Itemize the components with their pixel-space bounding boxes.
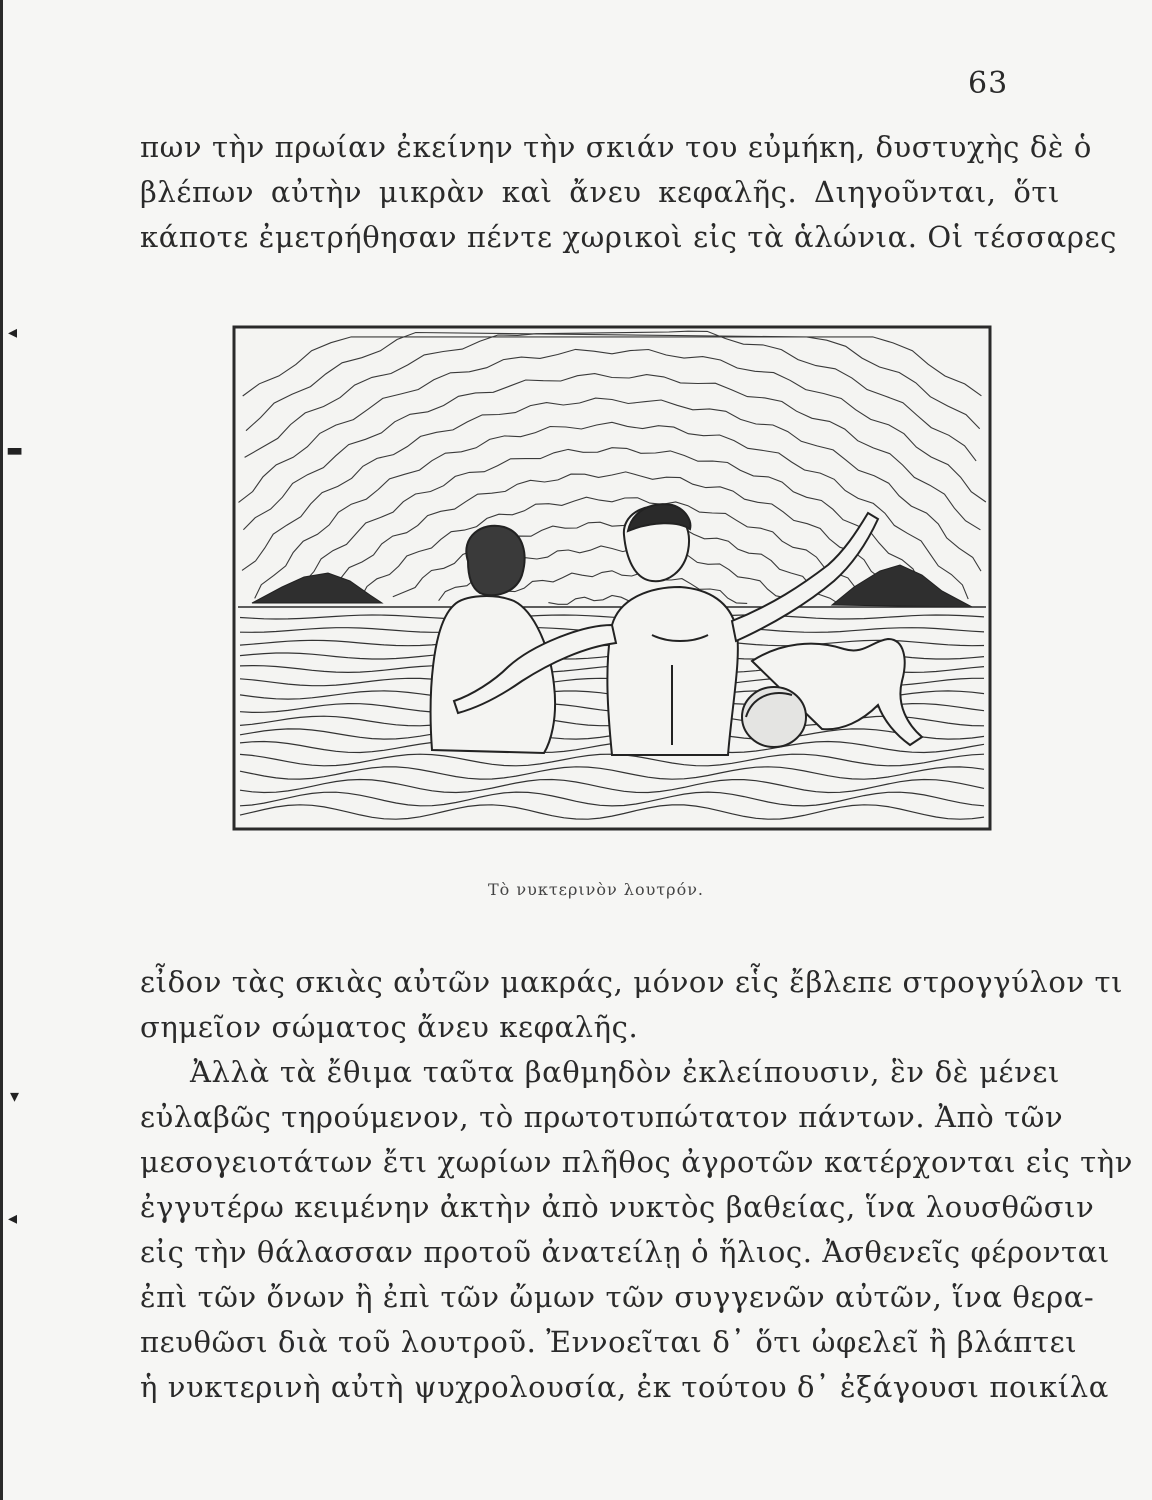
- margin-mark: ▾: [10, 1086, 20, 1107]
- text-line: πευθῶσι διὰ τοῦ λουτροῦ. Ἐννοεῖται δ᾿ ὅτι ὠφελεῖ ἢ βλάπτει: [140, 1325, 1078, 1359]
- text-line: ἐπὶ τῶν ὄνων ἢ ἐπὶ τῶν ὤμων τῶν συγγενῶν αὐτῶν, ἵνα θερα-: [140, 1280, 1095, 1314]
- text-line: εὐλαβῶς τηρούμενον, τὸ πρωτοτυπώτατον πάντων. Ἀπὸ τῶν: [140, 1100, 1064, 1134]
- text-line: πων τὴν πρωίαν ἐκείνην τὴν σκιάν του εὐμήκη, δυστυχὴς δὲ ὁ: [140, 130, 1092, 164]
- margin-mark: ▬: [6, 440, 24, 461]
- margin-mark: ◂: [8, 322, 18, 343]
- page-number: 63: [968, 66, 1009, 101]
- text-line: ἐγγυτέρω κειμένην ἀκτὴν ἀπὸ νυκτὸς βαθείας, ἵνα λουσθῶσιν: [140, 1190, 1095, 1224]
- text-line: ἡ νυκτερινὴ αὐτὴ ψυχρολουσία, ἐκ τούτου δ᾿ ἐξάγουσι ποικίλα: [140, 1370, 1109, 1404]
- text-line: μεσογειοτάτων ἔτι χωρίων πλῆθος ἀγροτῶν κατέρχονται εἰς τὴν: [140, 1145, 1133, 1179]
- text-line: εἰς τὴν θάλασσαν προτοῦ ἀνατείλῃ ὁ ἥλιος. Ἀσθενεῖς φέρονται: [140, 1235, 1110, 1269]
- top-paragraph: [140, 125, 1117, 260]
- illustration-svg: [232, 325, 992, 835]
- bottom-paragraph: [140, 960, 1133, 1410]
- margin-mark: ◂: [8, 1208, 18, 1229]
- page-left-edge: [0, 0, 3, 1500]
- text-line: βλέπων αὐτὴν μικρὰν καὶ ἄνευ κεφαλῆς. Διηγοῦνται, ὅτι: [140, 175, 1060, 209]
- text-line: σημεῖον σώματος ἄνευ κεφαλῆς.: [140, 1010, 639, 1044]
- text-line: κάποτε ἐμετρήθησαν πέντε χωρικοὶ εἰς τὰ ἁλώνια. Οἱ τέσσαρες: [140, 220, 1117, 254]
- text-line: εἶδον τὰς σκιὰς αὐτῶν μακράς, μόνον εἷς ἔβλεπε στρογγύλον τι: [140, 965, 1124, 999]
- text-line: Ἀλλὰ τὰ ἔθιμα ταῦτα βαθμηδὸν ἐκλείπουσιν, ἓν δὲ μένει: [190, 1055, 1060, 1089]
- bathing-illustration: [232, 325, 992, 835]
- figure-caption: Τὸ νυκτερινὸν λουτρόν.: [487, 880, 705, 899]
